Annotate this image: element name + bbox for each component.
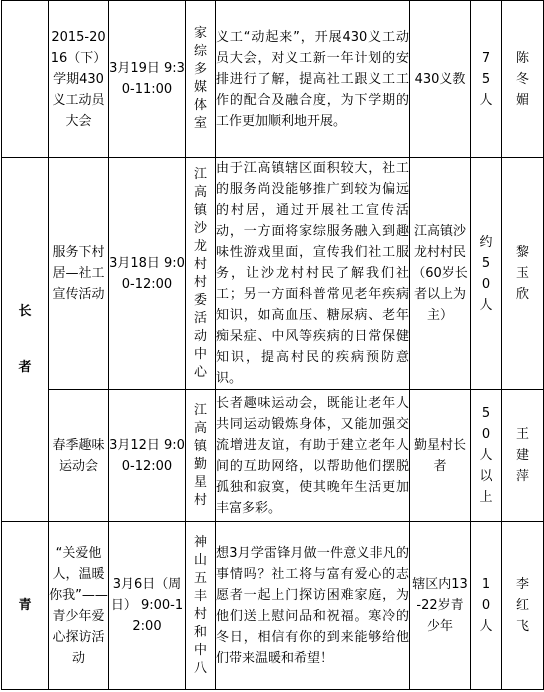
target-cell: 江高镇沙龙村村民（60岁长者以上为主） [410, 158, 471, 390]
table-row [2, 522, 544, 690]
time-cell: 3月19日 9:30-11:00 [109, 1, 186, 158]
person-cell: 王建萍 [502, 390, 544, 522]
content-cell: 由于江高镇辖区面积较大，社工的服务尚没能够推广到较为偏远的村居，通过开展社工宣传活动，一方面将家综服务融入到趣味性游戏里面，宣传我们社工服务，让沙龙村村民了解我们社工；另一方面科普常见老年疾病知识，如高血压、糖尿病、老年痴呆症、中风等疾病的日常保健知识，提高村民的疾病预防意识。 [216, 158, 410, 390]
activity-table [1, 0, 544, 690]
category-cell: 长者 [2, 158, 49, 522]
table-row [2, 390, 544, 522]
person-cell: 陈冬媚 [502, 1, 544, 158]
count-cell: 75人 [471, 1, 502, 158]
place-cell: 江高镇沙龙村村委活动中心 [186, 158, 216, 390]
activity-name-cell: 服务下村居—社工宣传活动 [49, 158, 109, 390]
target-cell: 辖区内13-22岁青少年 [410, 522, 471, 690]
content-cell: 长者趣味运动会，既能让老年人共同运动锻炼身体，又能加强交流增进友谊，有助于建立老年人间的互助网络，以帮助他们摆脱孤独和寂寞，使其晚年生活更加丰富多彩。 [216, 390, 410, 522]
category-cell [2, 1, 49, 158]
activity-name-cell: 春季趣味运动会 [49, 390, 109, 522]
count-cell: 约50人 [471, 158, 502, 390]
content-cell: 想3月学雷锋月做一件意义非凡的事情吗？社工将与富有爱心的志愿者一起上门探访困难家庭，为他们送上慰问品和祝福。寒冷的冬日，相信有你的到来能够给他们带来温暖和希望！ [216, 522, 410, 690]
place-cell: 家综多媒体室 [186, 1, 216, 158]
place-cell: 神山五丰村和中八 [186, 522, 216, 690]
target-cell: 430义教 [410, 1, 471, 158]
target-cell: 勤星村长者 [410, 390, 471, 522]
activity-name-cell: 2015-2016（下）学期430义工动员大会 [49, 1, 109, 158]
table-row [2, 158, 544, 390]
place-cell: 江高镇勤星村 [186, 390, 216, 522]
person-cell: 黎玉欣 [502, 158, 544, 390]
person-cell: 李红飞 [502, 522, 544, 690]
count-cell: 10人 [471, 522, 502, 690]
time-cell: 3月6日（周日） 9:00-12:00 [109, 522, 186, 690]
count-cell: 50人以上 [471, 390, 502, 522]
time-cell: 3月18日 9:00-12:00 [109, 158, 186, 390]
activity-name-cell: “关爱他人，温暖你我”——青少年爱心探访活动 [49, 522, 109, 690]
content-cell: 义工“动起来”，开展430义工动员大会，对义工新一年计划的安排进行了解，提高社工跟义工工作的配合及融合度，为下学期的工作更加顺利地开展。 [216, 1, 410, 158]
table-row [2, 1, 544, 158]
time-cell: 3月12日 9:00-12:00 [109, 390, 186, 522]
category-cell: 青 [2, 522, 49, 690]
